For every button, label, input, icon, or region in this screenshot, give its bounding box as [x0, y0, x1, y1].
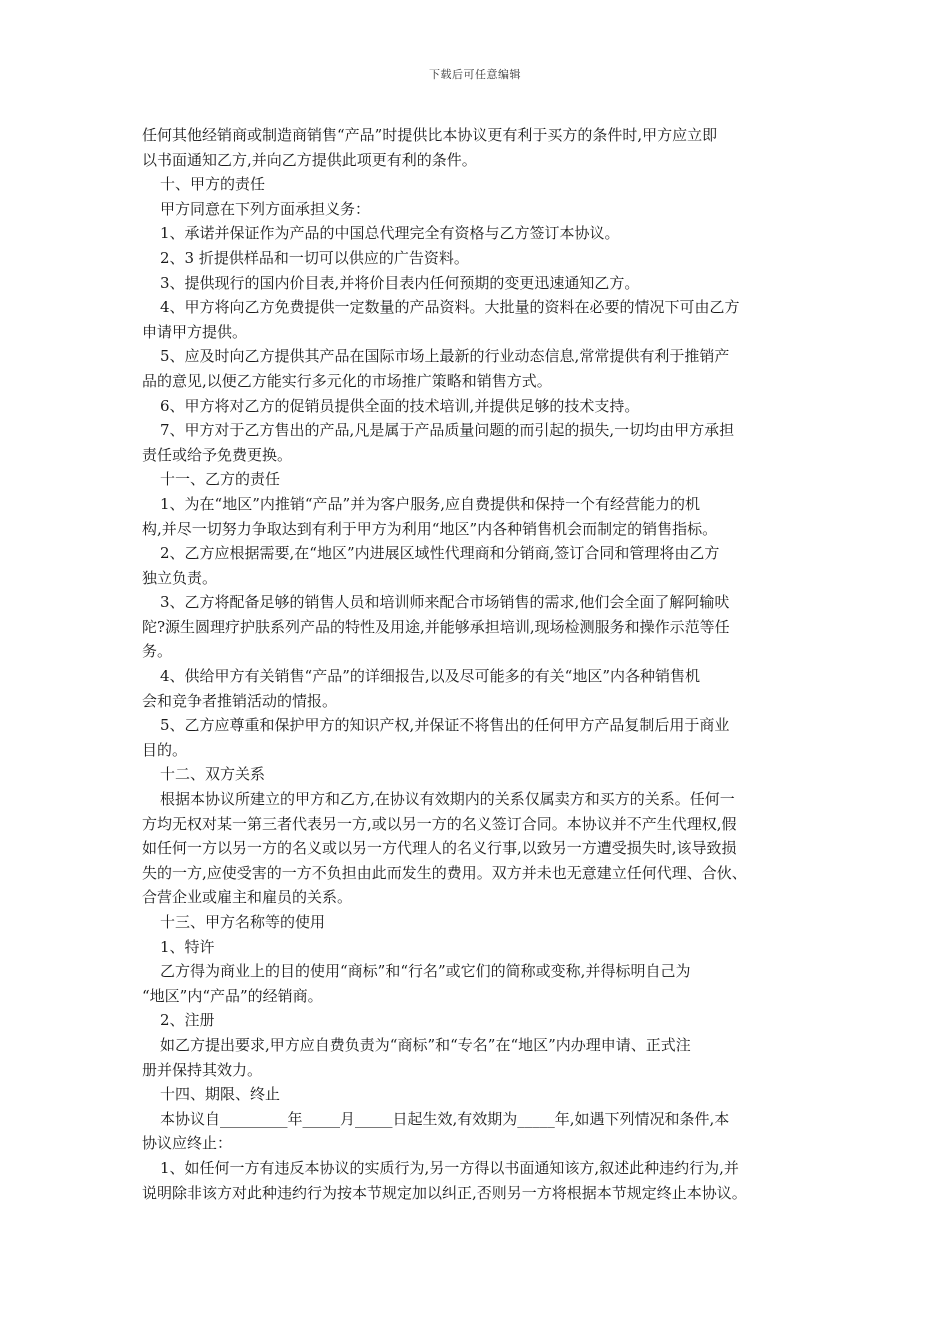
text-line: 2、注册	[160, 1011, 215, 1030]
text-line: 如任何一方以另一方的名义或以另一方代理人的名义行事,以致另一方遭受损失时,该导致损	[142, 839, 737, 858]
text-line: 申请甲方提供。	[142, 322, 248, 341]
text-line: 1、如任何一方有违反本协议的实质行为,另一方得以书面通知该方,叙述此种违约行为,并	[160, 1158, 739, 1177]
text-line: 方均无权对某一第三者代表另一方,或以另一方的名义签订合同。本协议并不产生代理权,假	[142, 814, 737, 833]
text-line: 会和竞争者推销活动的情报。	[142, 691, 338, 710]
text-line: 甲方同意在下列方面承担义务：	[160, 199, 371, 218]
text-line: 本协议自_________年_____月_____日起生效,有效期为_____年,如遇下列情况和条件,本	[160, 1109, 730, 1128]
text-line: 如乙方提出要求,甲方应自费负责为“商标”和“专名”在“地区”内办理申请、正式注	[160, 1035, 691, 1054]
text-line: 3、乙方将配备足够的销售人员和培训师来配合市场销售的需求,他们会全面了解阿输吠	[160, 593, 730, 612]
text-line: 独立负责。	[142, 568, 218, 587]
text-line: 陀?源生圆理疗护肤系列产品的特性及用途,并能够承担培训,现场检测服务和操作示范等任	[142, 617, 730, 636]
text-line: 乙方得为商业上的目的使用“商标”和“行名”或它们的简称或变称,并得标明自己为	[160, 962, 691, 981]
text-line: 十二、双方关系	[160, 765, 266, 784]
text-line: 说明除非该方对此种违约行为按本节规定加以纠正,否则另一方将根据本节规定终止本协议。	[142, 1183, 747, 1202]
text-line: 6、甲方将对乙方的促销员提供全面的技术培训,并提供足够的技术支持。	[160, 396, 640, 415]
text-line: 失的一方,应使受害的一方不负担由此而发生的费用。双方并未也无意建立任何代理、合伙、	[142, 863, 747, 882]
text-line: 品的意见,以便乙方能实行多元化的市场推广策略和销售方式。	[142, 371, 552, 390]
text-line: 责任或给予免费更换。	[142, 445, 293, 464]
text-line: 1、特许	[160, 937, 215, 956]
text-line: 5、应及时向乙方提供其产品在国际市场上最新的行业动态信息,常常提供有利于推销产	[160, 347, 730, 366]
text-line: 根据本协议所建立的甲方和乙方,在协议有效期内的关系仅属卖方和买方的关系。任何一	[160, 790, 735, 809]
text-line: 十、甲方的责任	[160, 175, 266, 194]
text-line: 5、乙方应尊重和保护甲方的知识产权,并保证不将售出的任何甲方产品复制后用于商业	[160, 716, 730, 735]
text-line: 十一、乙方的责任	[160, 470, 281, 489]
text-line: 十三、甲方名称等的使用	[160, 913, 326, 931]
text-line: “地区”内“产品”的经销商。	[142, 986, 323, 1005]
document-body	[142, 123, 822, 1205]
text-line: 务。	[142, 642, 173, 661]
text-line: 构,并尽一切努力争取达到有利于甲方为利用“地区”内各种销售机会而制定的销售指标。	[142, 519, 718, 538]
text-line: 4、供给甲方有关销售“产品”的详细报告,以及尽可能多的有关“地区”内各种销售机	[160, 667, 700, 686]
text-line: 目的。	[142, 740, 188, 759]
text-line: 7、甲方对于乙方售出的产品,凡是属于产品质量问题的而引起的损失,一切均由甲方承担	[160, 421, 735, 440]
text-line: 任何其他经销商或制造商销售“产品”时提供比本协议更有利于买方的条件时,甲方应立即	[142, 126, 718, 144]
text-line: 协议应终止：	[142, 1134, 233, 1153]
text-line: 2、3 折提供样品和一切可以供应的广告资料。	[160, 248, 469, 267]
text-line: 1、为在“地区”内推销“产品”并为客户服务,应自费提供和保持一个有经营能力的机	[160, 494, 700, 513]
text-line: 册并保持其效力。	[142, 1060, 263, 1079]
text-line: 1、承诺并保证作为产品的中国总代理完全有资格与乙方签订本协议。	[160, 224, 620, 243]
text-line: 合营企业或雇主和雇员的关系。	[142, 888, 353, 907]
text-line: 3、提供现行的国内价目表,并将价目表内任何预期的变更迅速通知乙方。	[160, 273, 640, 292]
page-header: 下载后可任意编辑	[429, 68, 521, 81]
text-line: 十四、期限、终止	[160, 1085, 281, 1104]
text-line: 以书面通知乙方,并向乙方提供此项更有利的条件。	[142, 150, 477, 169]
text-line: 4、甲方将向乙方免费提供一定数量的产品资料。大批量的资料在必要的情况下可由乙方	[160, 298, 740, 317]
text-line: 2、乙方应根据需要,在“地区”内进展区域性代理商和分销商,签订合同和管理将由乙方	[160, 544, 720, 563]
